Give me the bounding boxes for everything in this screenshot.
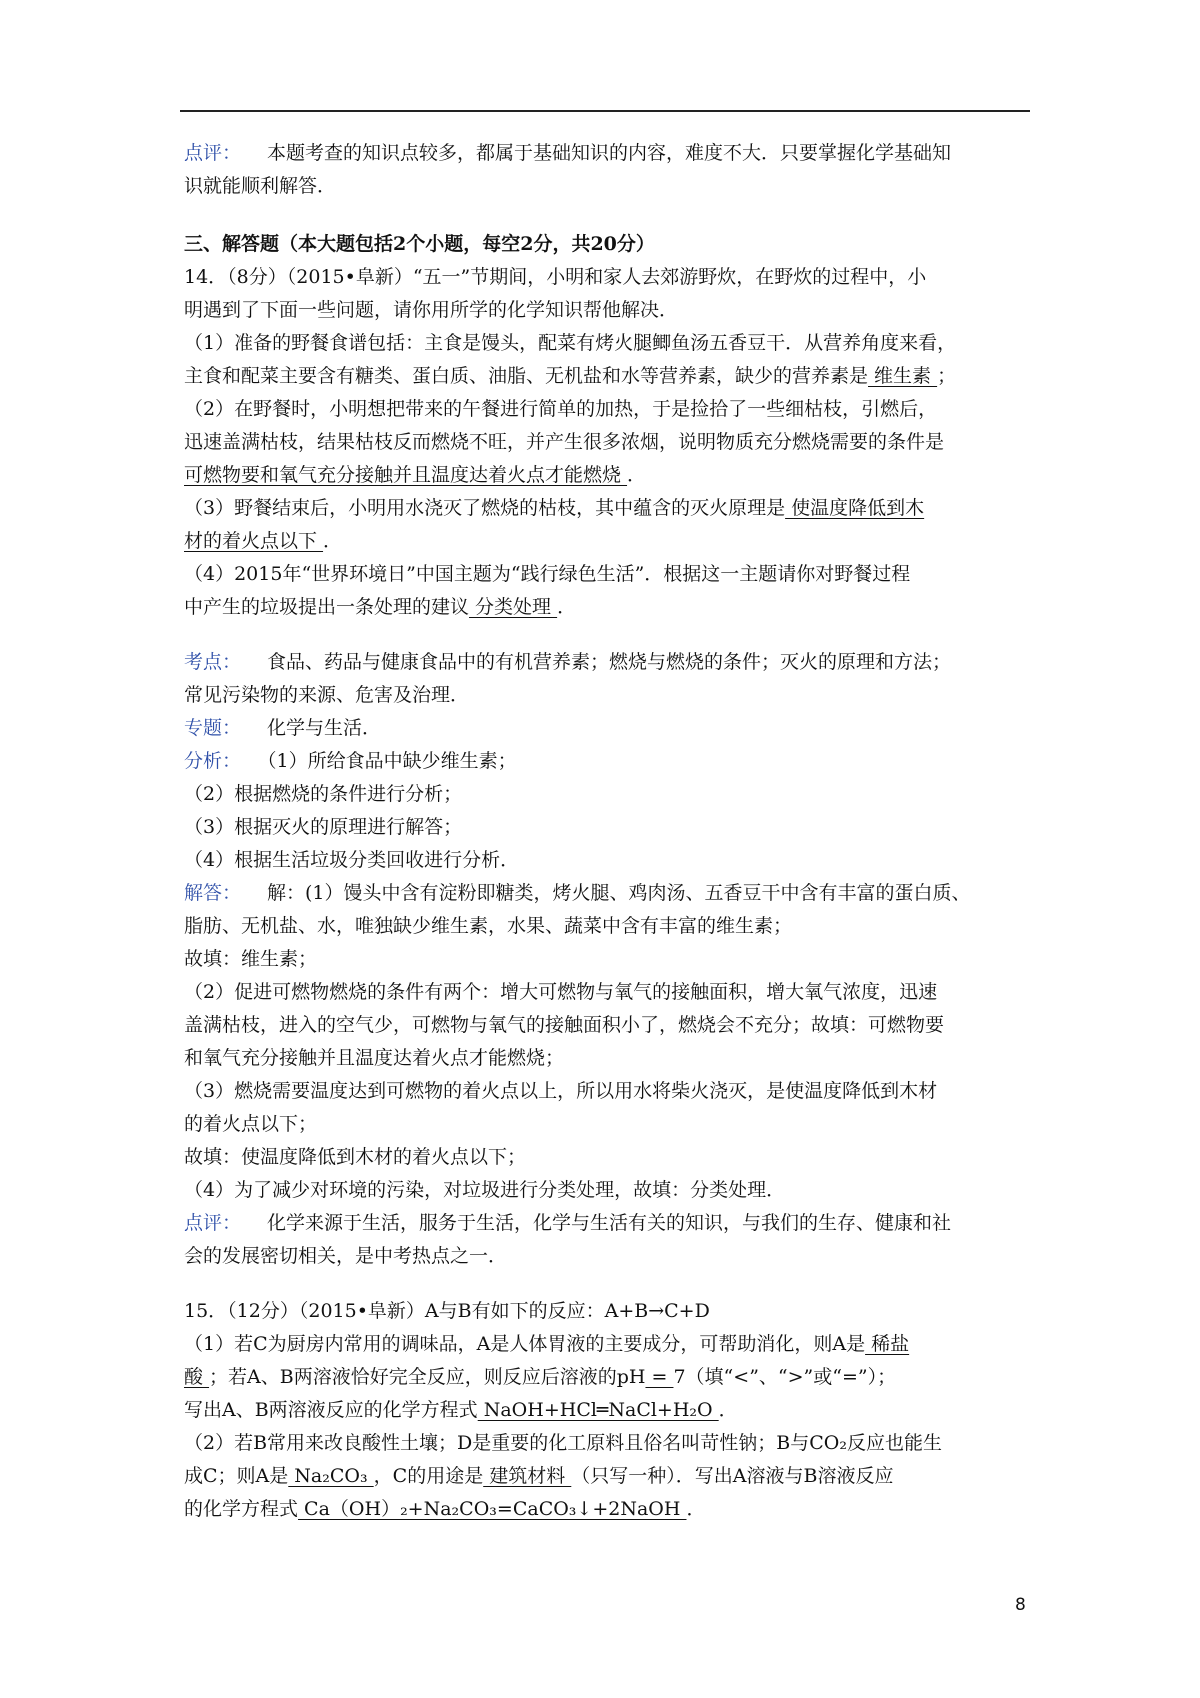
spacer <box>184 203 1030 228</box>
q14-text: （4）2015年“世界环境日”中国主题为“践行绿色生活”．根据这一主题请你对野餐过程 <box>184 563 911 585</box>
section-heading: 三、解答题（本大题包括2个小题，每空2分，共20分） <box>184 233 655 255</box>
dianping-text: 化学来源于生活，服务于生活，化学与生活有关的知识，与我们的生存、健康和社 <box>267 1212 952 1234</box>
q15-text-part: 7（填“<”、“>”或“=”）； <box>673 1366 897 1388</box>
answer-blank: Ca（OH）₂+Na₂CO₃=CaCO₃↓+2NaOH <box>298 1498 687 1520</box>
q15-text-part: （只写一种）．写出A溶液与B溶液反应 <box>571 1465 894 1487</box>
answer-blank: 可燃物要和氧气充分接触并且温度达着火点才能燃烧 <box>184 464 628 486</box>
spacer <box>184 1273 1030 1295</box>
answer-blank: 使温度降低到木 <box>785 497 925 519</box>
q14-text <box>184 525 1030 558</box>
dianping-label: 点评： <box>184 1212 242 1234</box>
q15-text: （2）若B常用来改良酸性土壤；D是重要的化工原料且俗名叫苛性钠；B与CO₂反应也能生 <box>184 1432 942 1454</box>
comment-label: 点评： <box>184 142 242 164</box>
spacer <box>184 624 1030 646</box>
fenxi-line <box>184 745 1030 778</box>
kaodian-label: 考点： <box>184 651 242 673</box>
page-content <box>184 137 1030 1526</box>
q15-text <box>184 1493 1030 1526</box>
fenxi-text: （1）所给食品中缺少维生素； <box>267 750 517 772</box>
q14-text <box>184 360 1030 393</box>
jieda-line: 和氧气充分接触并且温度达着火点才能燃烧； <box>184 1047 565 1069</box>
q15-text <box>184 1328 1030 1361</box>
answer-blank: 稀盐 <box>865 1333 910 1355</box>
fenxi-line: （3）根据灭火的原理进行解答； <box>184 816 463 838</box>
q14-text: （1）准备的野餐食谱包括：主食是馒头，配菜有烤火腿鲫鱼汤五香豆干．从营养角度来看， <box>184 332 957 354</box>
q14-text-part: ． <box>557 596 577 618</box>
jieda-line: （4）为了减少对环境的污染，对垃圾进行分类处理，故填：分类处理． <box>184 1179 786 1201</box>
jieda-line: 脂肪、无机盐、水，唯独缺少维生素，水果、蔬菜中含有丰富的维生素； <box>184 915 793 937</box>
q14-text-part: （3）野餐结束后，小明用水浇灭了燃烧的枯枝，其中蕴含的灭火原理是 <box>184 497 786 519</box>
comment-line: 识就能顺利解答． <box>184 175 337 197</box>
fenxi-label: 分析： <box>184 750 242 772</box>
q14-text <box>184 492 1030 525</box>
q15-text-part: （1）若C为厨房内常用的调味品，A是人体胃液的主要成分，可帮助消化，则A是 <box>184 1333 866 1355</box>
jieda-label: 解答： <box>184 882 242 904</box>
q14-text: 迅速盖满枯枝，结果枯枝反而燃烧不旺，并产生很多浓烟，说明物质充分燃烧需要的条件是 <box>184 431 945 453</box>
fenxi-line: （4）根据生活垃圾分类回收进行分析． <box>184 849 520 871</box>
answer-blank: = <box>645 1366 674 1388</box>
zhuanti-text: 化学与生活． <box>267 717 382 739</box>
jieda-line: （3）燃烧需要温度达到可燃物的着火点以上，所以用水将柴火浇灭，是使温度降低到木材 <box>184 1080 938 1102</box>
q15-text <box>184 1460 1030 1493</box>
answer-blank: 材的着火点以下 <box>184 530 324 552</box>
q14-text-part: ； <box>937 365 957 387</box>
q14-text <box>184 459 1030 492</box>
q15-text: 15．（12分）（2015•阜新）A与B有如下的反应：A+B→C+D <box>184 1300 710 1322</box>
q15-text-part: ． <box>718 1399 738 1421</box>
dianping-line <box>184 1207 1030 1240</box>
kaodian-line <box>184 646 1030 679</box>
q14-text: 明遇到了下面一些问题，请你用所学的化学知识帮他解决． <box>184 299 679 321</box>
zhuanti-label: 专题： <box>184 717 242 739</box>
jieda-line <box>184 877 1030 910</box>
answer-blank: NaOH+HCl═NaCl+H₂O <box>477 1399 719 1421</box>
jieda-line: 故填：使温度降低到木材的着火点以下； <box>184 1146 527 1168</box>
header-rule <box>180 110 1030 112</box>
jieda-line: 的着火点以下； <box>184 1113 318 1135</box>
page-number: 8 <box>1015 1595 1026 1615</box>
comment-text: 本题考查的知识点较多，都属于基础知识的内容，难度不大．只要掌握化学基础知 <box>267 142 952 164</box>
answer-blank: 维生素 <box>868 365 938 387</box>
q15-text-part: ，C的用途是 <box>373 1465 484 1487</box>
q14-text: 14．（8分）（2015•阜新）“五一”节期间，小明和家人去郊游野炊，在野炊的过程中，小 <box>184 266 927 288</box>
q14-text-part: ． <box>627 464 647 486</box>
answer-blank: Na₂CO₃ <box>288 1465 374 1487</box>
fenxi-line: （2）根据燃烧的条件进行分析； <box>184 783 463 805</box>
answer-blank: 建筑材料 <box>483 1465 572 1487</box>
q15-text-part: 写出A、B两溶液反应的化学方程式 <box>184 1399 478 1421</box>
q14-text-part: 中产生的垃圾提出一条处理的建议 <box>184 596 470 618</box>
q14-text-part: 主食和配菜主要含有糖类、蛋白质、油脂、无机盐和水等营养素，缺少的营养素是 <box>184 365 869 387</box>
zhuanti-line <box>184 712 1030 745</box>
jieda-text: 解：(1）馒头中含有淀粉即糖类，烤火腿、鸡肉汤、五香豆干中含有丰富的蛋白质、 <box>267 882 971 904</box>
q15-text-part: 的化学方程式 <box>184 1498 299 1520</box>
q14-text <box>184 591 1030 624</box>
jieda-line: （2）促进可燃物燃烧的条件有两个：增大可燃物与氧气的接触面积，增大氧气浓度，迅速 <box>184 981 938 1003</box>
answer-blank: 酸 <box>184 1366 210 1388</box>
q15-text-part: ；若A、B两溶液恰好完全反应，则反应后溶液的pH <box>209 1366 646 1388</box>
kaodian-line: 常见污染物的来源、危害及治理． <box>184 684 470 706</box>
q15-text-part: ． <box>686 1498 706 1520</box>
comment-line <box>184 137 1030 170</box>
dianping-line: 会的发展密切相关，是中考热点之一． <box>184 1245 508 1267</box>
q15-text-part: 成C；则A是 <box>184 1465 289 1487</box>
q14-text: （2）在野餐时，小明想把带来的午餐进行简单的加热，于是捡拾了一些细枯枝，引燃后， <box>184 398 938 420</box>
jieda-line: 盖满枯枝，进入的空气少，可燃物与氧气的接触面积小了，燃烧会不充分；故填：可燃物要 <box>184 1014 945 1036</box>
q14-text-part: ． <box>323 530 343 552</box>
jieda-line: 故填：维生素； <box>184 948 318 970</box>
kaodian-text: 食品、药品与健康食品中的有机营养素；燃烧与燃烧的条件；灭火的原理和方法； <box>267 651 952 673</box>
answer-blank: 分类处理 <box>469 596 558 618</box>
q15-text <box>184 1361 1030 1394</box>
q15-text <box>184 1394 1030 1427</box>
